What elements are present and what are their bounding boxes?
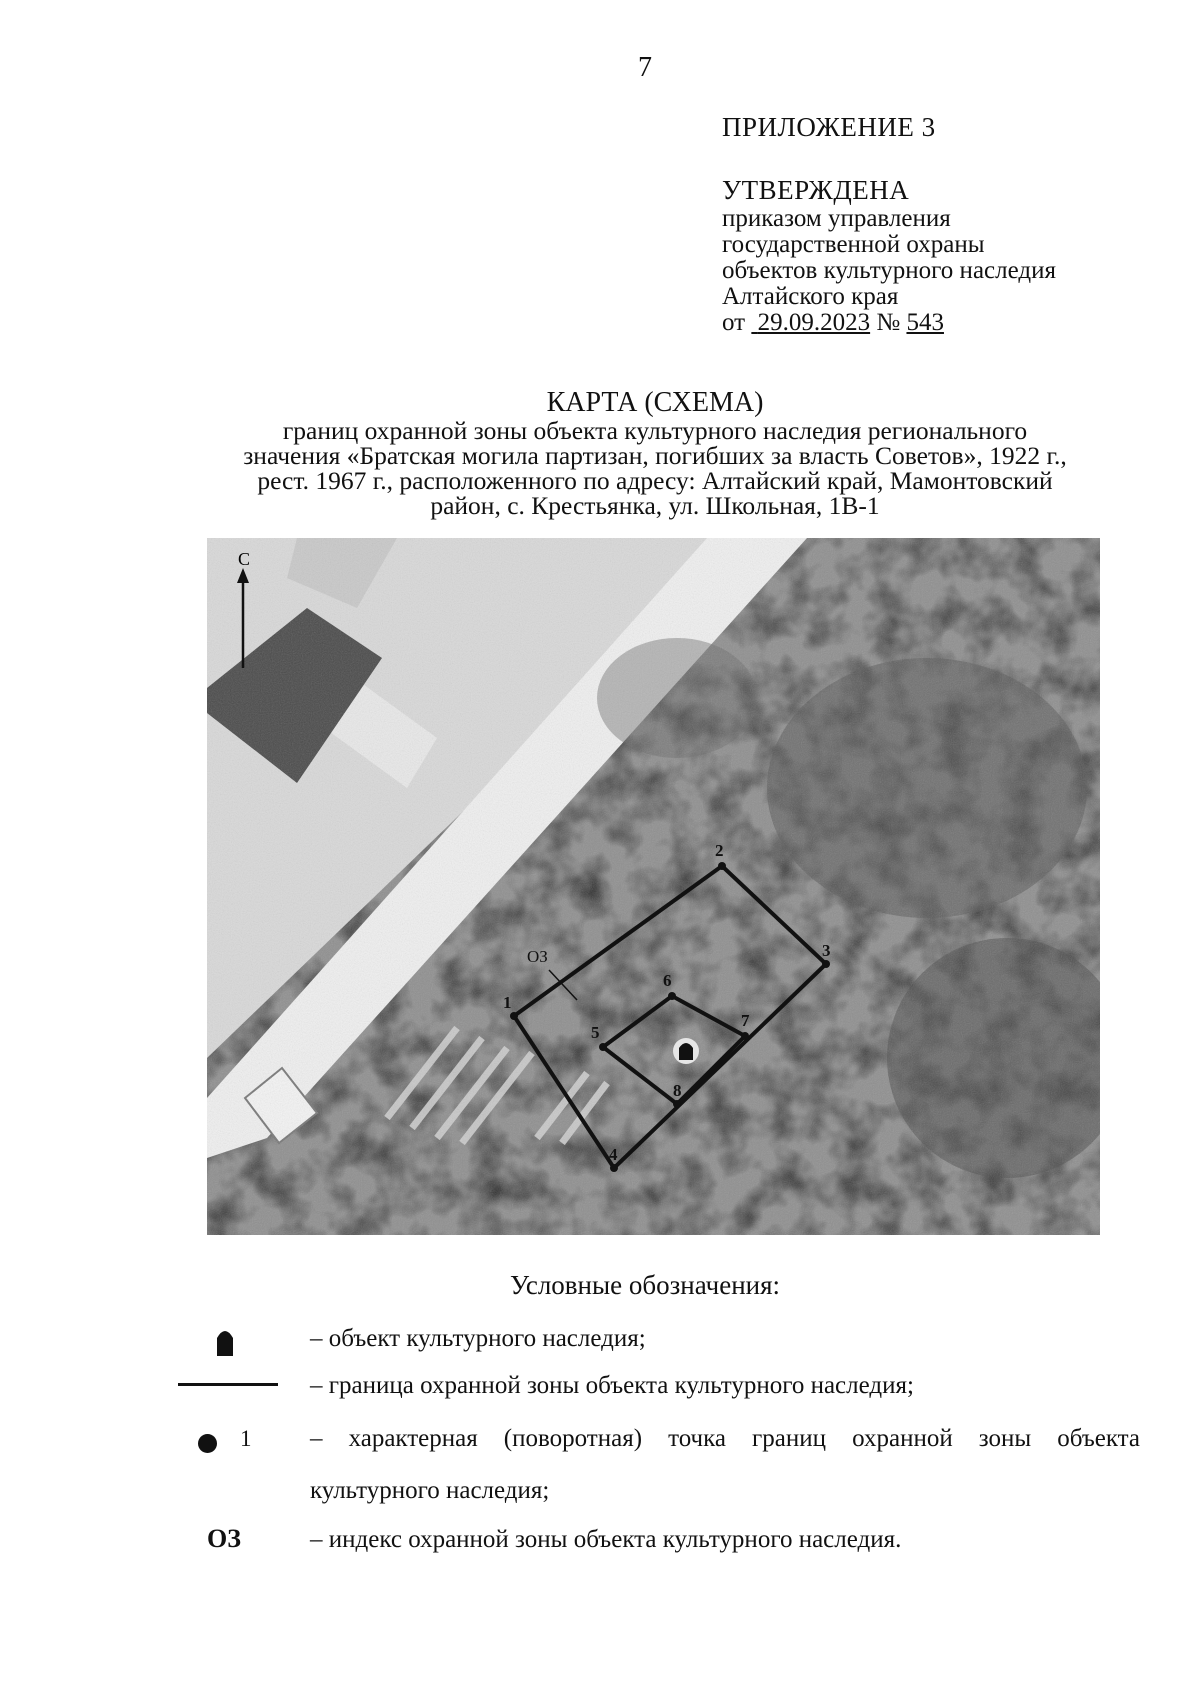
point-label-1: 1: [503, 993, 512, 1012]
description-line: район, с. Крестьянка, ул. Школьная, 1В-1: [430, 491, 880, 520]
aerial-map: [207, 538, 1100, 1235]
order-date: 29.09.2023: [757, 309, 871, 336]
map-title: КАРТА (СХЕМА): [546, 387, 764, 418]
approved-by-line: приказом управления: [722, 205, 951, 232]
north-label: С: [237, 549, 251, 569]
point-label-6: 6: [663, 971, 672, 990]
point-label-2: 2: [715, 841, 724, 860]
point-label-5: 5: [591, 1023, 600, 1042]
order-number: 543: [906, 309, 944, 336]
order-number-sign: №: [876, 309, 901, 336]
monument-icon: [215, 1328, 235, 1356]
turning-point-6: [668, 992, 676, 1000]
order-reference: [722, 310, 1056, 336]
legend-turning-point-text: – характерная (поворотная) точка границ охранной зоны объекта: [310, 1425, 1140, 1452]
monument-icon: [673, 1038, 699, 1064]
approved-title: УТВЕРЖДЕНА: [722, 175, 910, 205]
description-line: значения «Братская могила партизан, погибших за власть Советов», 1922 г.,: [243, 441, 1067, 470]
approval-block: [722, 112, 1056, 336]
description-line: рест. 1967 г., расположенного по адресу: Алтайский край, Мамонтовский: [257, 466, 1053, 495]
turning-point-5: [599, 1043, 607, 1051]
zone-index-symbol: ОЗ: [207, 1524, 241, 1553]
page-number: 7: [638, 52, 652, 83]
turning-point-7: [741, 1032, 749, 1040]
legend-zone-index-text: – индекс охранной зоны объекта культурного наследия.: [310, 1526, 902, 1553]
approved-by-line: объектов культурного наследия: [722, 257, 1056, 284]
turning-point-2: [718, 862, 726, 870]
turning-point-1: [510, 1012, 518, 1020]
document-title-block: [190, 388, 1120, 518]
approved-by-line: государственной охраны: [722, 231, 985, 258]
point-label-7: 7: [741, 1011, 750, 1030]
point-label-4: 4: [609, 1145, 618, 1164]
point-label-3: 3: [822, 941, 831, 960]
legend-title: Условные обозначения:: [509, 1270, 781, 1300]
turning-point-3: [822, 960, 830, 968]
turning-point-symbol-label: 1: [240, 1426, 252, 1451]
turning-point-8: [673, 1100, 681, 1108]
description-line: границ охранной зоны объекта культурного наследия регионального: [282, 416, 1028, 445]
point-label-8: 8: [673, 1081, 682, 1100]
order-prefix: от: [722, 309, 746, 336]
turning-point-4: [610, 1164, 618, 1172]
legend-turning-point-text-cont: культурного наследия;: [310, 1477, 550, 1504]
boundary-line-symbol: [178, 1383, 278, 1386]
legend-monument-text: – объект культурного наследия;: [310, 1325, 646, 1352]
legend-boundary-text: – граница охранной зоны объекта культурного наследия;: [310, 1372, 914, 1399]
appendix-title: ПРИЛОЖЕНИЕ 3: [722, 112, 936, 142]
approved-by-line: Алтайского края: [722, 283, 899, 310]
zone-index-label: ОЗ: [527, 947, 548, 966]
turning-point-symbol: [198, 1434, 217, 1453]
